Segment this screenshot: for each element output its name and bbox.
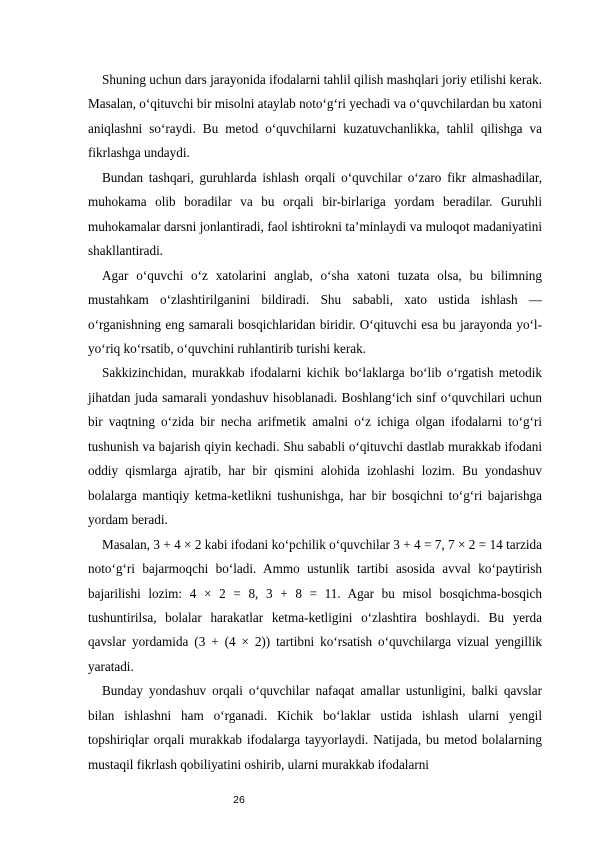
document-body [88,68,542,777]
page-number: 26 [233,794,245,806]
paragraph-self-correction: Agar o‘quvchi o‘z xatolarini anglab, o‘sha xatoni tuzata olsa, bu bilimning mustahkam o‘zlashtirilganini bildiradi. Shu sababli, xato ustida ishlash — o‘rganishning eng samarali bosqichlaridan biridir. O‘qituvchi esa bu jarayonda yo‘l-yo‘riq ko‘rsatib, o‘quvchini ruhlantirib turishi kerak. [88,267,542,356]
paragraph-approach-result: Bunday yondashuv orqali o‘quvchilar nafaqat amallar ustunligini, balki qavslar bilan ishlashni ham o‘rganadi. Kichik bo‘laklar ustida ishlash ularni yengil topshiriqlar orqali murakkab ifodalarga tayyorlaydi. Natijada, bu metod bolalarning mustaqil fikrlash qobiliyatini oshirib, ularni murakkab ifodalarni [88,683,542,772]
paragraph-error-analysis: Shuning uchun dars jarayonida ifodalarni tahlil qilish mashqlari joriy etilishi kerak. Masalan, o‘qituvchi bir misolni ataylab noto‘g‘ri yechadi va o‘quvchilardan bu xatoni aniqlashni so‘raydi. Bu metod o‘quvchilarni kuzatuvchanlikka, tahlil qilishga va fikrlashga undaydi. [88,72,542,161]
paragraph-eighth-method: Sakkizinchidan, murakkab ifodalarni kichik bo‘laklarga bo‘lib o‘rgatish metodik jihatdan juda samarali yondashuv hisoblanadi. Boshlang‘ich sinf o‘quvchilari uchun bir vaqtning o‘zida bir necha arifmetik amalni o‘z ichiga olgan ifodalarni to‘g‘ri tushunish va bajarish qiyin kechadi. Shu sababli o‘qituvchi dastlab murakkab ifodani oddiy qismlarga ajratib, har bir qismini alohida izohlashi lozim. Bu yondashuv bolalarga mantiqiy ketma-ketlikni tushunishga, har bir bosqichni to‘g‘ri bajarishga yordam beradi. [88,365,542,528]
paragraph-group-work: Bundan tashqari, guruhlarda ishlash orqali o‘quvchilar o‘zaro fikr almashadilar, muhokama olib boradilar va bu orqali bir-birlariga yordam beradilar. Guruhli muhokamalar darsni jonlantiradi, faol ishtirokni ta’minlaydi va muloqot madaniyatini shakllantiradi. [88,169,542,259]
paragraph-example-expression: Masalan, 3 + 4 × 2 kabi ifodani ko‘pchilik o‘quvchilar 3 + 4 = 7, 7 × 2 = 14 tarzida noto‘g‘ri bajarmoqchi bo‘ladi. Ammo ustunlik tartibi asosida avval ko‘paytirish bajarilishi lozim: 4 × 2 = 8, 3 + 8 = 11. Agar bu misol bosqichma-bosqich tushuntirilsa, bolalar harakatlar ketma-ketligini o‘zlashtira boshlaydi. Bu yerda qavslar yordamida (3 + (4 × 2)) tartibni ko‘rsatish o‘quvchilarga vizual yengillik yaratadi. [88,536,542,674]
